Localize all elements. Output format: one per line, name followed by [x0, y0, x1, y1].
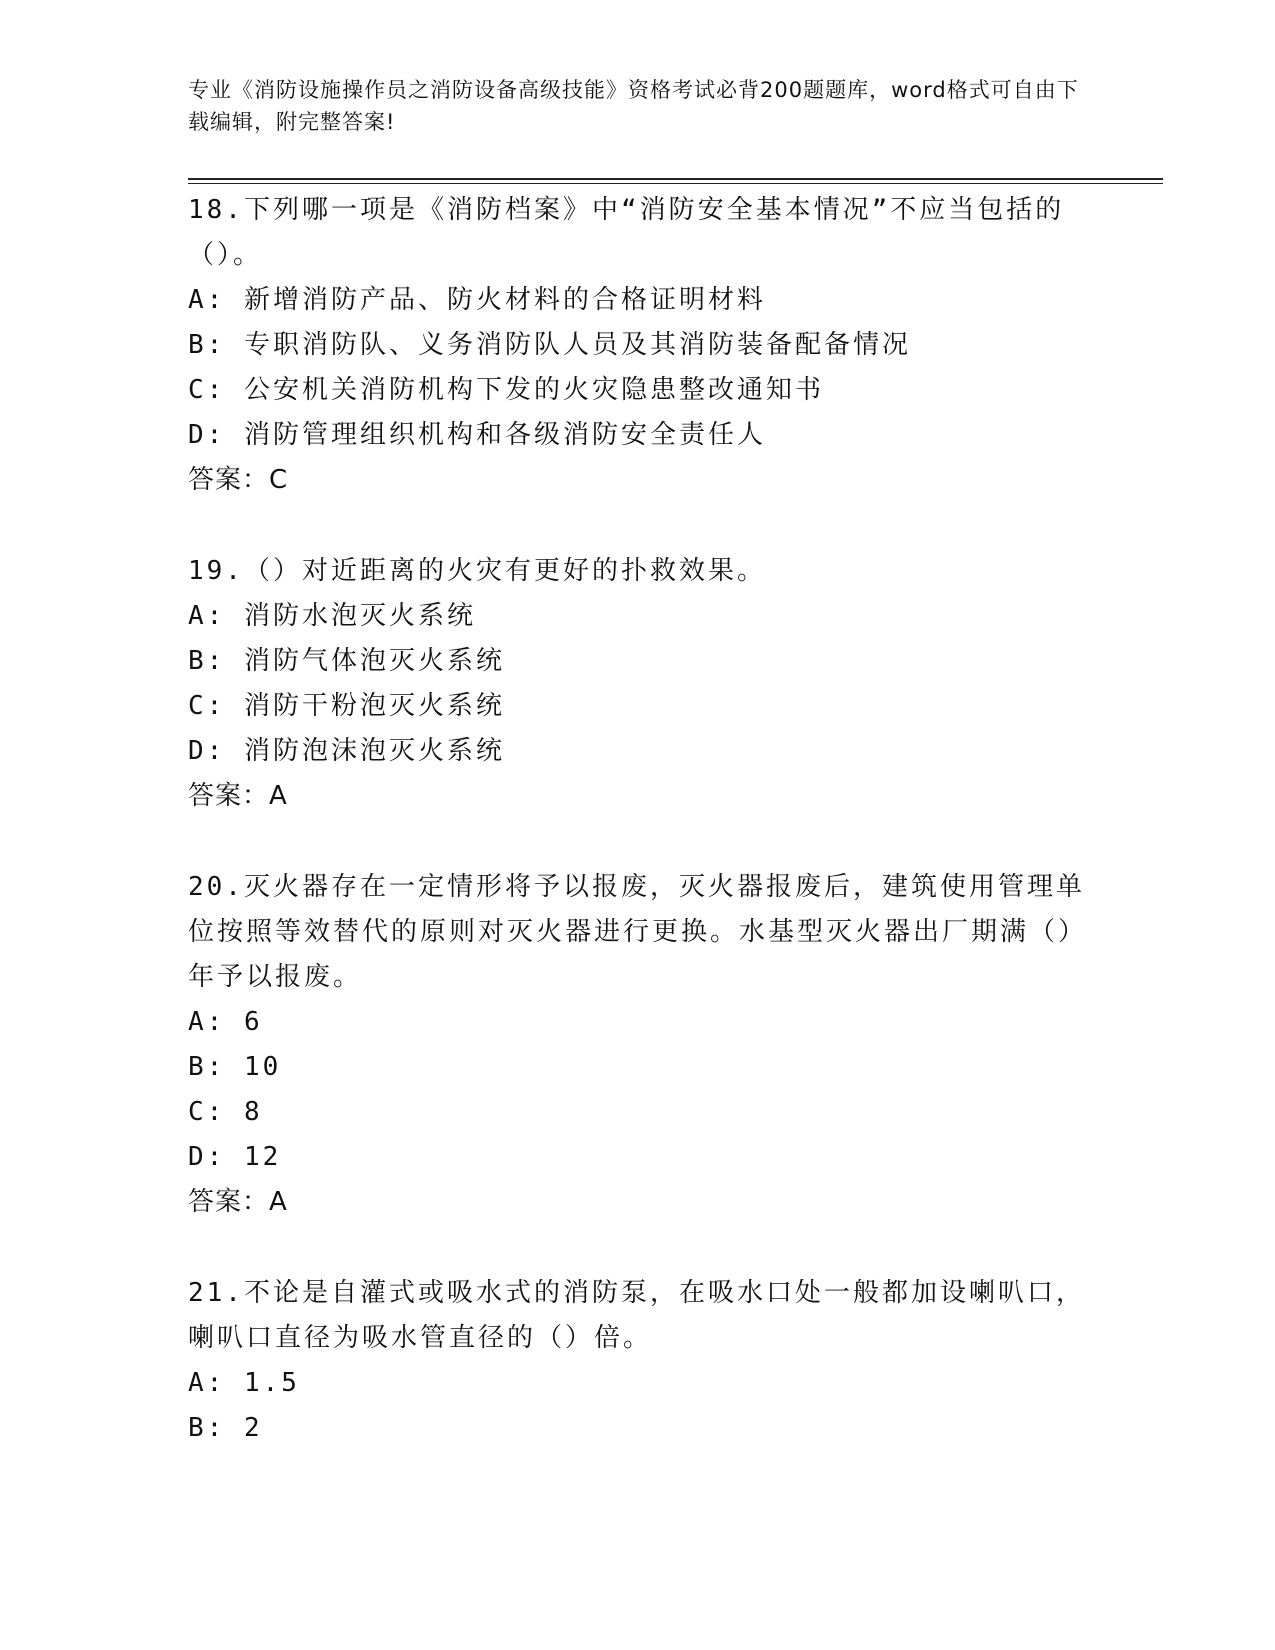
- question-21: [188, 1271, 1088, 1451]
- header-divider-thick: [188, 178, 1163, 180]
- answer-line: 答案：C: [188, 465, 289, 495]
- option-c: C: 8: [188, 1097, 263, 1127]
- question-stem: 21.不论是自灌式或吸水式的消防泵，在吸水口处一般都加设喇叭口，喇叭口直径为吸水管直径的（）倍。: [188, 1278, 1085, 1353]
- option-d: D: 消防管理组织机构和各级消防安全责任人: [188, 420, 766, 450]
- question-stem: 19.（）对近距离的火灾有更好的扑救效果。: [188, 556, 766, 586]
- option-c: C: 公安机关消防机构下发的火灾隐患整改通知书: [188, 375, 824, 405]
- option-a: A: 新增消防产品、防火材料的合格证明材料: [188, 285, 766, 315]
- option-a: A: 6: [188, 1007, 263, 1037]
- answer-line: 答案：A: [188, 1187, 288, 1217]
- question-19: [188, 549, 1088, 819]
- option-b: B: 10: [188, 1052, 282, 1082]
- option-b: B: 专职消防队、义务消防队人员及其消防装备配备情况: [188, 330, 911, 360]
- question-stem: 18.下列哪一项是《消防档案》中“消防安全基本情况”不应当包括的（）。: [188, 195, 1065, 270]
- option-d: D: 消防泡沫泡灭火系统: [188, 736, 505, 766]
- question-20: [188, 865, 1088, 1225]
- question-18: [188, 188, 1088, 503]
- header-divider-thin: [188, 183, 1163, 184]
- question-list: [188, 188, 1088, 1497]
- option-b: B: 消防气体泡灭火系统: [188, 646, 505, 676]
- option-b: B: 2: [188, 1413, 263, 1443]
- document-title: 专业《消防设施操作员之消防设备高级技能》资格考试必背200题题库，word格式可自由下载编辑，附完整答案!: [188, 78, 1079, 134]
- option-d: D: 12: [188, 1142, 282, 1172]
- option-a: A: 1.5: [188, 1368, 300, 1398]
- question-stem: 20.灭火器存在一定情形将予以报废，灭火器报废后，建筑使用管理单位按照等效替代的原则对灭火器进行更换。水基型灭火器出厂期满（）年予以报废。: [188, 872, 1088, 992]
- option-a: A: 消防水泡灭火系统: [188, 601, 476, 631]
- answer-line: 答案：A: [188, 781, 288, 811]
- option-c: C: 消防干粉泡灭火系统: [188, 691, 505, 721]
